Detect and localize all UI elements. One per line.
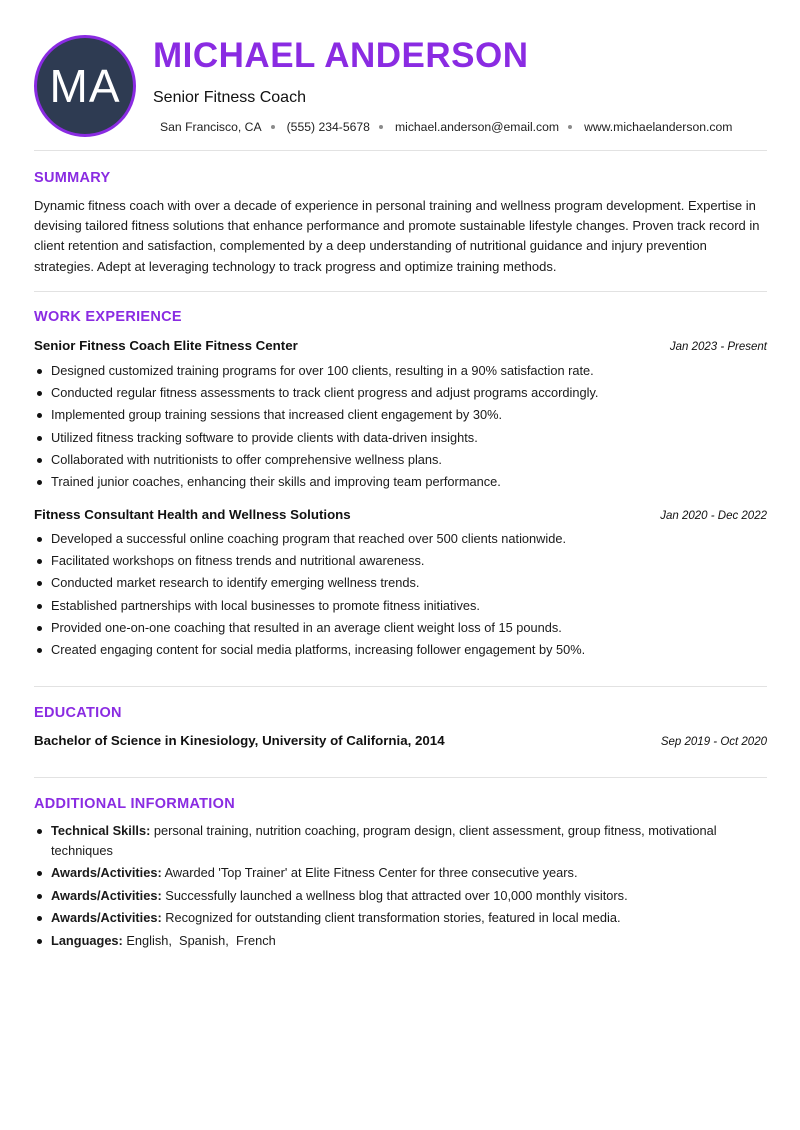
info-text: Awarded 'Top Trainer' at Elite Fitness Center for three consecutive years.: [164, 865, 578, 880]
info-text: personal training, nutrition coaching, program design, client assessment, group fitness, motivational techniques: [51, 823, 717, 858]
list-item: Provided one-on-one coaching that resulted in an average client weight loss of 15 pounds.: [34, 617, 767, 639]
divider: [34, 291, 767, 292]
info-label: Technical Skills:: [51, 823, 151, 838]
divider: [34, 150, 767, 151]
list-item: Developed a successful online coaching program that reached over 500 clients nationwide.: [34, 528, 767, 550]
section-title-experience: WORK EXPERIENCE: [34, 309, 182, 325]
list-item: [34, 886, 767, 906]
education-entry: [34, 733, 767, 748]
job-dates: Jan 2023 - Present: [669, 341, 767, 353]
section-title-summary: SUMMARY: [34, 170, 111, 186]
avatar: [34, 35, 136, 137]
info-label: Awards/Activities:: [51, 865, 162, 880]
separator-dot-icon: [271, 125, 275, 129]
job-role: Senior Fitness Coach Elite Fitness Center: [34, 338, 298, 353]
education-degree: Bachelor of Science in Kinesiology, University of California, 2014: [34, 733, 445, 748]
info-label: Languages:: [51, 932, 123, 948]
separator-dot-icon: [568, 125, 572, 129]
info-text: English, Spanish, French: [126, 932, 276, 948]
contact-phone: (555) 234-5678: [286, 120, 370, 134]
list-item: [34, 863, 767, 883]
list-item: Facilitated workshops on fitness trends and nutritional awareness.: [34, 550, 767, 572]
additional-info-list: [34, 821, 767, 953]
contact-line: [160, 120, 732, 134]
list-item: Trained junior coaches, enhancing their skills and improving team performance.: [34, 471, 767, 493]
divider: [34, 777, 767, 778]
info-label: Awards/Activities:: [51, 910, 162, 925]
list-item: Utilized fitness tracking software to provide clients with data-driven insights.: [34, 427, 767, 449]
avatar-initials: MA: [49, 60, 121, 112]
divider: [34, 686, 767, 687]
job-dates: Jan 2020 - Dec 2022: [660, 510, 767, 522]
job-role: Fitness Consultant Health and Wellness Solutions: [34, 507, 351, 522]
job-header: [34, 507, 767, 522]
list-item: Established partnerships with local businesses to promote fitness initiatives.: [34, 595, 767, 617]
separator-dot-icon: [379, 125, 383, 129]
contact-email[interactable]: michael.anderson@email.com: [394, 120, 560, 134]
summary-text: Dynamic fitness coach with over a decade of experience in personal training and wellness program development. Expertise in devising tailored fitness solutions that enhance performance and promote sustainable lifestyle changes. Proven track record in client retention and satisfaction, complemented by a deep understanding of nutritional guidance and injury prevention strategies. Adept at leveraging technology to track progress and optimize training methods.: [34, 198, 760, 274]
job-header: [34, 338, 767, 353]
contact-website[interactable]: www.michaelanderson.com: [584, 120, 733, 134]
candidate-name: MICHAEL ANDERSON: [153, 36, 529, 75]
list-item: Designed customized training programs for over 100 clients, resulting in a 90% satisfaction rate.: [34, 360, 767, 382]
info-text: Successfully launched a wellness blog that attracted over 10,000 monthly visitors.: [165, 887, 628, 903]
education-dates: Sep 2019 - Oct 2020: [660, 736, 767, 748]
list-item: Collaborated with nutritionists to offer comprehensive wellness plans.: [34, 449, 767, 471]
info-label: Awards/Activities:: [51, 887, 162, 903]
list-item: Conducted market research to identify emerging wellness trends.: [34, 572, 767, 594]
list-item: Implemented group training sessions that increased client engagement by 30%.: [34, 404, 767, 426]
list-item: Created engaging content for social media platforms, increasing follower engagement by 50%.: [34, 639, 767, 661]
list-item: [34, 908, 767, 928]
list-item: Conducted regular fitness assessments to track client progress and adjust programs accordingly.: [34, 382, 767, 404]
section-title-additional: ADDITIONAL INFORMATION: [34, 796, 235, 812]
contact-location: San Francisco, CA: [160, 120, 262, 134]
info-text: Recognized for outstanding client transformation stories, featured in local media.: [165, 910, 621, 925]
section-title-education: EDUCATION: [34, 705, 122, 721]
job-bullets: [34, 360, 767, 493]
list-item: [34, 821, 767, 860]
job-bullets: [34, 528, 767, 661]
job-title: Senior Fitness Coach: [153, 89, 306, 106]
list-item: [34, 931, 767, 951]
